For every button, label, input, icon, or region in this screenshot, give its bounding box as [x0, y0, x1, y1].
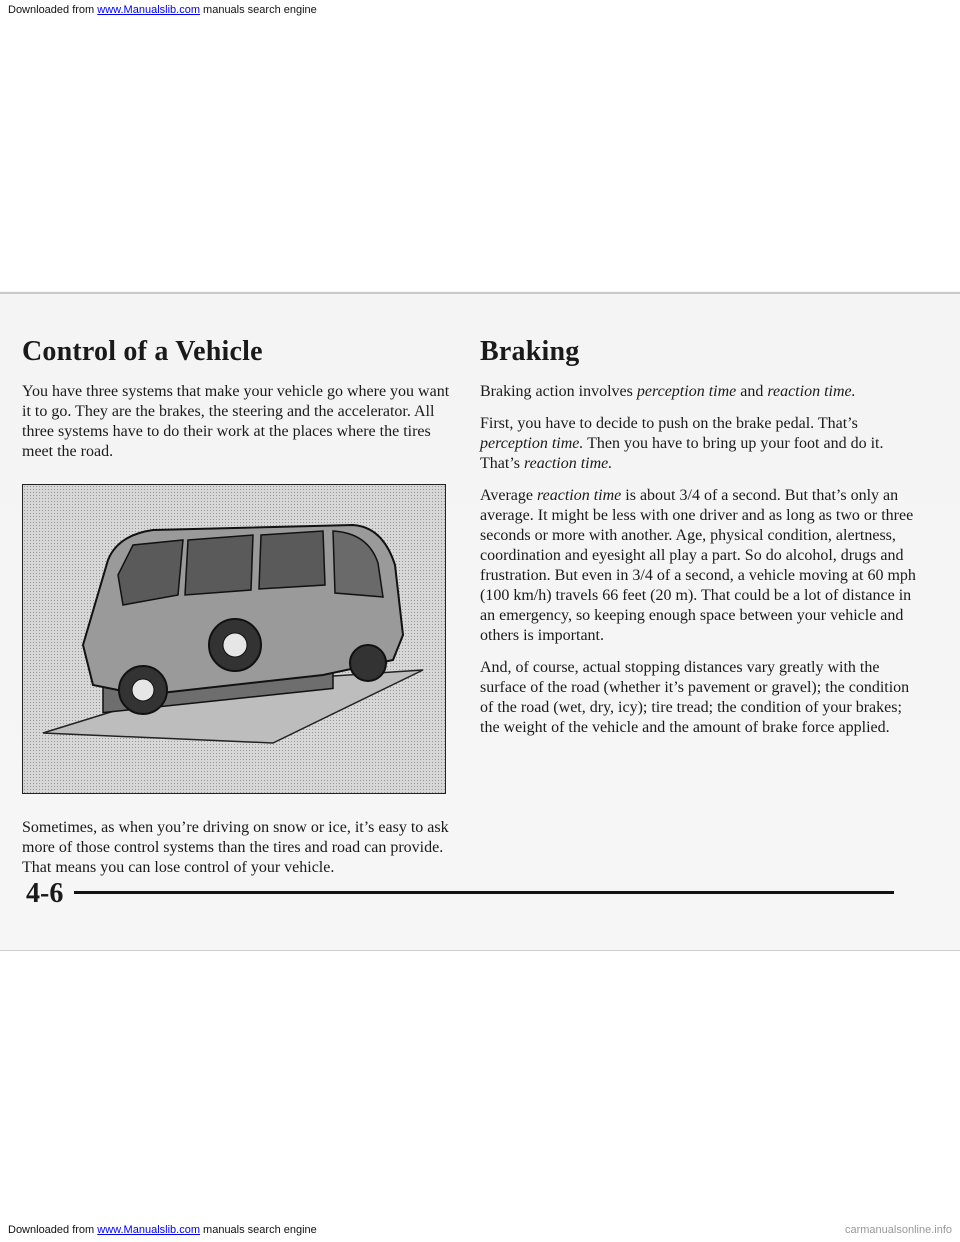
control-paragraph-2: Sometimes, as when you’re driving on snow or ice, it’s easy to ask more of those control systems than the tires and road can provide. That means you can lose control of your vehicle.	[22, 819, 449, 876]
banner-prefix: Downloaded from	[8, 4, 98, 16]
van-window-middle	[185, 535, 253, 595]
page-bottom-edge	[0, 950, 960, 951]
control-paragraph-1: You have three systems that make your vehicle go where you want it to go. They are the brakes, the steering and the accelerator. All three systems have to do their work at the places where the tires meet the road.	[22, 383, 450, 460]
banner-suffix-bottom: manuals search engine	[199, 1224, 317, 1236]
left-column	[22, 336, 452, 890]
van-window-rear	[259, 531, 325, 589]
wheel-far	[350, 645, 386, 681]
manualslib-link-bottom[interactable]: www.Manualslib.com	[97, 1224, 200, 1236]
right-column	[480, 336, 920, 750]
heading-control-of-vehicle: Control of a Vehicle	[22, 336, 263, 367]
van-illustration	[22, 484, 446, 794]
manualslib-link[interactable]: www.Manualslib.com	[97, 4, 200, 16]
van-on-road-drawing	[23, 485, 445, 793]
download-banner-bottom	[8, 1224, 317, 1236]
hubcap-rear	[223, 633, 247, 657]
braking-paragraph-2: First, you have to decide to push on the brake pedal. That’s perception time. Then you have to bring up your foot and do it. That’s reaction time.	[480, 415, 884, 472]
braking-paragraph-4: And, of course, actual stopping distances vary greatly with the surface of the road (whether it’s pavement or gravel); the condition of the road (wet, dry, icy); tire tread; the condition of your brakes; the weight of the vehicle and the amount of brake force applied.	[480, 659, 910, 736]
page-top-edge	[0, 292, 960, 294]
page-number: 4-6	[26, 878, 64, 909]
footer-rule	[74, 891, 894, 894]
heading-braking: Braking	[480, 336, 580, 367]
hubcap-front	[132, 679, 154, 701]
braking-paragraph-3: Average reaction time is about 3/4 of a second. But that’s only an average. It might be less with one driver and as long as two or three seconds or more with another. Age, physical condition, alertness, coordination and eyesight all play a part. So do alcohol, drugs and frustration. But even in 3/4 of a second, a vehicle moving at 60 mph (100 km/h) travels 66 feet (20 m). That could be a lot of distance in an emergency, so keeping enough space between your vehicle and others is important.	[480, 487, 916, 644]
download-banner-top	[8, 4, 317, 16]
banner-prefix-bottom: Downloaded from	[8, 1224, 98, 1236]
banner-suffix: manuals search engine	[199, 4, 317, 16]
braking-paragraph-1: Braking action involves perception time and reaction time.	[480, 383, 856, 400]
watermark: carmanualsonline.info	[844, 1224, 952, 1236]
